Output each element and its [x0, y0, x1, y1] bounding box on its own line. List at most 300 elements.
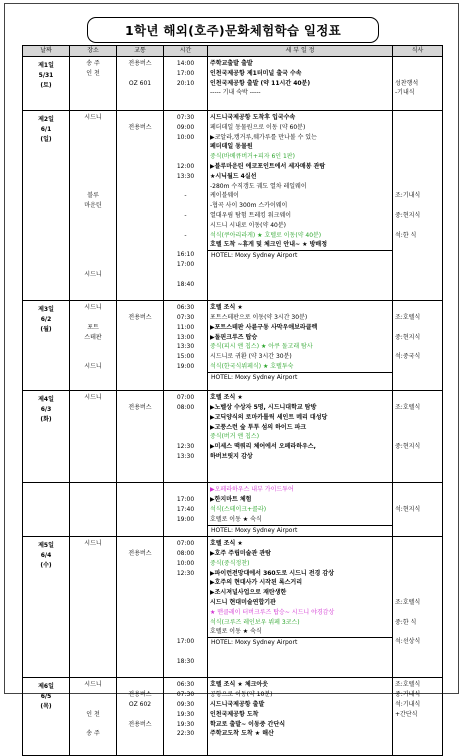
meal-line — [395, 113, 440, 123]
detail-line: ▶미세스 맥쿼리 체어에서 오페라하우스, — [210, 443, 316, 451]
place-line: 인 천 — [86, 69, 100, 77]
day-date-cell — [23, 537, 70, 678]
meal-line: 조:호텔식 — [395, 681, 421, 689]
time-line — [166, 647, 205, 657]
time-line — [166, 270, 205, 280]
detail-line: 시드니국제공항 출발 — [210, 701, 265, 709]
meal-line: 조:호텔식 — [395, 599, 421, 607]
day-date-line: (화) — [40, 415, 52, 423]
day-detail-cell — [208, 301, 393, 391]
day-detail-cell — [208, 391, 393, 483]
time-line — [166, 240, 205, 250]
place-line — [72, 432, 114, 442]
place-line — [72, 240, 114, 250]
detail-line: 석식(한국식뷔페식) ★ 호텔투숙 — [210, 362, 294, 370]
meal-line: 중:현지식 — [395, 333, 421, 341]
place-line: 인 천 — [86, 710, 100, 718]
detail-line: 호텔 조식 ★ — [210, 304, 243, 312]
time-line — [166, 578, 205, 588]
time-line: 22:30 — [176, 730, 195, 738]
time-line: 18:30 — [176, 657, 195, 665]
place-line: 블루 — [87, 192, 99, 200]
detail-line: 학교로 출발~ 이동중 간단식 — [210, 720, 286, 728]
transport-line — [119, 680, 161, 690]
meal-line — [395, 588, 440, 598]
time-line — [166, 588, 205, 598]
transport-line: OZ 601 — [128, 79, 152, 87]
day-time-cell — [164, 537, 208, 678]
place-line: 마운틴 — [84, 202, 102, 210]
time-line: 09:30 — [176, 701, 195, 709]
day-date-line: 6/1 — [40, 125, 52, 133]
transport-line: 전용버스 — [128, 313, 152, 321]
time-line: 10:00 — [176, 559, 195, 567]
place-line — [72, 472, 114, 482]
detail-line: ▶한지마트 체험 — [210, 496, 252, 504]
time-line — [166, 432, 205, 442]
day-place-cell — [70, 537, 117, 678]
day-detail-cell — [208, 537, 393, 678]
meal-line: +간단식 — [395, 710, 418, 718]
detail-line: ▶호주 주립미술관 관람 — [210, 550, 271, 558]
day-transport-cell — [117, 301, 164, 391]
day-date-cell — [23, 483, 70, 537]
meal-line — [395, 608, 440, 618]
header-transport: 교통 — [117, 46, 164, 57]
place-line: 포트 — [87, 323, 99, 331]
detail-line: ▶고풍스런 숲 투투 섬의 하이드 파크 — [210, 423, 307, 431]
meal-line: 석:선상식 — [395, 638, 421, 646]
place-line — [72, 690, 114, 700]
detail-line: 호텔로 이동 ★ 숙식 — [210, 515, 262, 523]
header-place: 장소 — [70, 46, 117, 57]
time-line: 07:00 — [176, 394, 195, 402]
place-line — [72, 152, 114, 162]
meal-line — [395, 569, 440, 579]
time-line: 13:30 — [176, 452, 195, 460]
detail-line: 중식(중식정찬) — [210, 559, 250, 567]
detail-line: 시드니국제공항 도착후 입국수속 — [210, 114, 296, 121]
meal-line — [395, 323, 440, 333]
day-date-line: 제1일 — [38, 62, 54, 69]
detail-line: 인천국제공항 제1터미널 출국 수속 — [210, 69, 302, 77]
detail-line: 석식(쿠아리라게) ★ 호텔로 이동(약 40분) — [210, 231, 322, 239]
detail-line: 시드니 현대미술연합기관 — [210, 599, 276, 607]
meal-line — [395, 142, 440, 152]
time-line: 20:10 — [176, 79, 195, 87]
meal-line — [395, 485, 440, 495]
place-line — [72, 98, 114, 108]
time-line: 17:40 — [176, 505, 195, 513]
day-date-line: (목) — [40, 703, 52, 711]
detail-line: 페더데일 동물원으로 이동 (약 60분) — [210, 123, 306, 131]
detail-line: 시드니 시내로 이동(약 40분) — [210, 221, 286, 229]
transport-line — [119, 303, 161, 313]
transport-line — [119, 69, 161, 79]
meal-line — [395, 539, 440, 549]
time-line — [166, 667, 205, 677]
day-meal-cell — [393, 537, 443, 678]
place-line — [72, 260, 114, 270]
detail-line: 인천국제공항 출발 (약 11시간 40분) — [210, 79, 311, 87]
meal-line — [395, 98, 440, 108]
day-date-cell — [23, 391, 70, 483]
meal-line — [395, 123, 440, 133]
transport-line: 전용버스 — [128, 403, 152, 411]
time-line: 07:30 — [176, 691, 195, 699]
place-line — [72, 211, 114, 221]
place-line — [72, 700, 114, 710]
day-date-line: 제3일 — [38, 306, 54, 314]
time-line: 08:00 — [176, 550, 195, 558]
place-line: 송 주 — [86, 730, 100, 738]
time-line — [166, 618, 205, 628]
transport-line — [119, 88, 161, 98]
meal-line: 석:현지식 — [395, 505, 421, 513]
day-date-line: (수) — [40, 561, 52, 569]
detail-line: 주학교도착 도착 ★ 해산 — [210, 730, 274, 738]
time-line: 08:00 — [176, 403, 195, 411]
place-line — [72, 280, 114, 290]
meal-line — [395, 172, 440, 182]
place-line: 스테판 — [84, 333, 102, 341]
detail-line: ▶오페라하우스 내부 가이드투어 — [210, 486, 294, 494]
transport-line — [119, 113, 161, 123]
day-transport-cell — [117, 483, 164, 537]
time-line: 12:30 — [176, 569, 195, 577]
place-line — [72, 289, 114, 299]
day-date-line: (토) — [40, 81, 52, 89]
day-date-line: 제5일 — [38, 542, 54, 550]
place-line — [72, 182, 114, 192]
detail-line: ★ 맨클레이 터버크루즈 탑승~ 시드니 야경감상 — [210, 608, 335, 616]
detail-line: 공항으로 이동(약 10분) — [210, 691, 273, 699]
time-line: 12:00 — [176, 162, 195, 170]
meal-line: -기내식 — [395, 89, 415, 97]
detail-line: 주학교출발 출발 — [210, 60, 253, 67]
transport-line — [119, 539, 161, 549]
place-line — [72, 452, 114, 462]
place-line — [72, 231, 114, 241]
time-line — [166, 142, 205, 152]
time-line: 06:30 — [176, 681, 195, 689]
time-line — [166, 423, 205, 433]
place-line — [72, 88, 114, 98]
meal-line — [395, 549, 440, 559]
detail-line: 석식(크루즈 레인보우 뷔페 3코스) — [210, 618, 300, 626]
place-line — [72, 720, 114, 730]
detail-line: 중식(버거 앤 칩스) — [210, 433, 260, 441]
time-line: 18:40 — [176, 280, 195, 288]
place-line — [72, 372, 114, 382]
detail-line: 중식(피시 앤 칩스) ★ 아쿠 돌고래 탐사 — [210, 343, 313, 351]
time-line: 07:30 — [176, 114, 195, 121]
meal-line — [395, 152, 440, 162]
day-time-cell — [164, 57, 208, 111]
day-detail-cell — [208, 57, 393, 111]
time-line — [166, 608, 205, 618]
schedule-day-row — [23, 483, 443, 537]
day-date-line: 제4일 — [38, 396, 54, 404]
day-meal-cell — [393, 391, 443, 483]
day-meal-cell — [393, 111, 443, 301]
time-line: 06:30 — [176, 304, 195, 312]
header-date: 날짜 — [23, 46, 70, 57]
day-detail-cell — [208, 483, 393, 537]
place-line: 시드니 — [84, 270, 102, 278]
time-line: 17:00 — [176, 496, 195, 504]
meal-line — [395, 303, 440, 313]
detail-line: ▶코알라,캥거루,웨가루를 만나볼 수 있는 — [210, 133, 317, 141]
place-line — [72, 79, 114, 89]
time-line — [166, 462, 205, 472]
detail-line: 케이블웨이 — [210, 192, 239, 200]
transport-line: 전용버스 — [128, 60, 152, 67]
detail-line: 중식(바베큐버거+피자 6인 1판) — [210, 153, 295, 161]
day-time-cell — [164, 111, 208, 301]
place-line — [72, 462, 114, 472]
page-title: 1학년 해외(호주)문화체험학습 일정표 — [87, 17, 379, 43]
hotel-line: HOTEL: Moxy Sydney Airport — [208, 525, 392, 536]
time-line — [166, 98, 205, 108]
day-time-cell — [164, 678, 208, 756]
day-date-line: 6/3 — [40, 405, 52, 413]
schedule-day-row — [23, 537, 443, 678]
time-line — [166, 413, 205, 423]
time-line: 10:00 — [176, 133, 195, 141]
detail-line: ▶고딕양식의 로마카톨릭 세인트 메리 대성당 — [210, 413, 328, 421]
transport-line: OZ 602 — [128, 701, 152, 709]
day-transport-cell — [117, 57, 164, 111]
detail-line: 열대우림 탐험 트레킹 워크웨이 — [210, 211, 292, 219]
detail-line: 호텔 조식 ★ 체크아웃 — [210, 681, 269, 689]
time-line — [166, 88, 205, 98]
day-date-line: 제2일 — [38, 116, 54, 123]
time-line — [166, 201, 205, 211]
transport-line — [119, 98, 161, 108]
place-line — [72, 172, 114, 182]
meal-line — [395, 627, 440, 637]
hotel-line: HOTEL: Moxy Sydney Airport — [208, 250, 392, 261]
time-line: 19:30 — [176, 720, 195, 728]
detail-line: 인천국제공항 도착 — [210, 710, 259, 718]
meal-line: 조:호텔식 — [395, 403, 421, 411]
transport-line — [119, 393, 161, 403]
day-date-line: 6/2 — [40, 315, 52, 323]
time-line — [166, 152, 205, 162]
day-date-line: 5/31 — [38, 71, 54, 79]
detail-line: 페더데일 동물원 — [210, 143, 253, 151]
meal-line — [395, 578, 440, 588]
day-place-cell — [70, 678, 117, 756]
day-date-cell — [23, 678, 70, 756]
meal-line — [395, 201, 440, 211]
time-line — [166, 182, 205, 192]
place-line — [72, 250, 114, 260]
meal-line — [395, 423, 440, 433]
meal-line — [395, 342, 440, 352]
place-line — [72, 313, 114, 323]
day-date-line: 6/4 — [40, 552, 52, 560]
detail-line: 호텔 도착 ~휴게 및 체크인 안내~ ★ 방배정 — [210, 241, 327, 249]
meal-line — [395, 559, 440, 569]
time-line: 17:00 — [176, 638, 195, 646]
time-line: 19:30 — [176, 710, 195, 718]
time-line: 19:00 — [176, 515, 195, 523]
meal-line — [395, 162, 440, 172]
day-meal-cell — [393, 57, 443, 111]
place-line — [72, 342, 114, 352]
day-date-cell — [23, 301, 70, 391]
meal-line — [395, 182, 440, 192]
place-line — [72, 423, 114, 433]
detail-line: ▶호주의 현대사가 시작된 록스거리 — [210, 579, 303, 587]
header-time: 시간 — [164, 46, 208, 57]
meal-line — [395, 495, 440, 505]
place-line — [72, 133, 114, 143]
meal-line: 성찬행석 — [395, 79, 419, 87]
time-line — [166, 472, 205, 482]
meal-line — [395, 59, 440, 69]
meal-line: 석:중국식 — [395, 353, 421, 361]
detail-line: 포트스테판으로 이동(약 3시간 30분) — [210, 313, 308, 321]
day-date-line: (일) — [40, 135, 52, 143]
day-transport-cell — [117, 391, 164, 483]
transport-line: 전용버스 — [128, 123, 152, 131]
place-line: 시드니 — [84, 681, 102, 689]
meal-line: 석:기내식 — [395, 701, 421, 709]
place-line: 시드니 — [84, 394, 102, 402]
time-line: - — [184, 211, 187, 219]
header-meal: 식사 — [393, 46, 443, 57]
detail-line: ▶조시져널사업으로 재탄생한 — [210, 589, 287, 597]
time-line: 19:00 — [176, 362, 195, 370]
transport-line: 전용버스 — [128, 550, 152, 558]
meal-line — [395, 133, 440, 143]
time-line: 17:00 — [176, 69, 195, 77]
day-transport-cell — [117, 537, 164, 678]
meal-line: 중:현지식 — [395, 211, 421, 219]
time-line: 09:00 — [176, 123, 195, 131]
place-line — [72, 352, 114, 362]
transport-line — [119, 729, 161, 739]
day-date-line: 제6일 — [38, 683, 54, 691]
time-line: 12:30 — [176, 443, 195, 451]
time-line: 15:00 — [176, 353, 195, 361]
time-line: - — [184, 192, 187, 200]
meal-line — [395, 393, 440, 403]
time-line: 13:30 — [176, 172, 195, 180]
meal-line — [395, 432, 440, 442]
time-line — [166, 627, 205, 637]
schedule-day-row — [23, 301, 443, 391]
detail-line: 하버브릿지 감상 — [210, 452, 253, 460]
day-meal-cell — [393, 678, 443, 756]
place-line — [72, 162, 114, 172]
detail-line: -협곡 사이 300m 스카이웨이 — [210, 202, 288, 210]
day-place-cell — [70, 483, 117, 537]
day-detail-cell — [208, 111, 393, 301]
place-line — [72, 142, 114, 152]
detail-line: 호텔로 이동 ★ 숙식 — [210, 628, 262, 636]
day-transport-cell — [117, 111, 164, 301]
meal-line — [395, 221, 440, 231]
time-line: 11:00 — [176, 323, 195, 331]
transport-line: 전용버스 — [128, 720, 152, 728]
detail-line: 호텔 조식 ★ — [210, 540, 243, 548]
day-place-cell — [70, 111, 117, 301]
hotel-line: HOTEL: Moxy Sydney Airport — [208, 372, 392, 383]
place-line: 시드니 — [84, 540, 102, 548]
header-detail: 세 부 일 정 — [208, 46, 393, 57]
place-line: 송 주 — [86, 60, 100, 67]
time-line: 16:10 — [176, 251, 195, 259]
detail-line: ▶파이런전망대에서 360도로 시드니 전경 감상 — [210, 569, 335, 577]
time-line — [166, 485, 205, 495]
time-line: 07:00 — [176, 540, 195, 548]
time-line: 07:30 — [176, 313, 195, 321]
schedule-day-row — [23, 111, 443, 301]
detail-line: ★시닉월드 4실선 — [210, 172, 257, 180]
transport-line: 전용버스 — [128, 691, 152, 699]
detail-line: 호텔 조식 ★ — [210, 394, 243, 402]
place-line — [72, 403, 114, 413]
place-line — [72, 221, 114, 231]
schedule-day-row — [23, 57, 443, 111]
detail-line: ----- 기내 숙박 ----- — [210, 89, 261, 97]
place-line: 시드니 — [84, 304, 102, 312]
day-time-cell — [164, 483, 208, 537]
day-time-cell — [164, 391, 208, 483]
time-line: 13:00 — [176, 333, 195, 341]
meal-line: 조:기내식 — [395, 192, 421, 200]
time-line — [166, 372, 205, 382]
meal-line: 중:한 식 — [395, 618, 417, 626]
day-place-cell — [70, 391, 117, 483]
day-date-line: (월) — [40, 325, 52, 333]
time-line: 17:00 — [176, 260, 195, 268]
schedule-day-row — [23, 678, 443, 756]
time-line: 14:00 — [176, 60, 195, 67]
day-place-cell — [70, 301, 117, 391]
time-line: - — [184, 231, 187, 239]
day-date-line: 6/5 — [40, 693, 52, 701]
day-meal-cell — [393, 301, 443, 391]
place-line: 시드니 — [84, 362, 102, 370]
detail-line: ▶블루마운틴 에코포인트에서 세자매봉 관람 — [210, 162, 326, 170]
time-line — [166, 289, 205, 299]
header-row — [23, 46, 443, 57]
meal-line: 중:기내식 — [395, 691, 421, 699]
hotel-line: HOTEL: Moxy Sydney Airport — [208, 637, 392, 648]
day-place-cell — [70, 57, 117, 111]
time-line — [166, 221, 205, 231]
meal-line — [395, 413, 440, 423]
day-meal-cell — [393, 483, 443, 537]
place-line — [72, 442, 114, 452]
detail-line: ▶돌핀크루즈 탑승 — [210, 333, 258, 341]
detail-line: ▶포트스테판 사륜구동 사막우애보라클렉 — [210, 323, 318, 331]
time-line: 13:30 — [176, 343, 195, 351]
meal-line: 조:호텔식 — [395, 313, 421, 321]
schedule-table — [22, 45, 443, 756]
detail-line: 시드니로 귀환 (약 3시간 30분) — [210, 353, 292, 361]
detail-line: -280m 수직갱도 궤도 열차 레일웨이 — [210, 182, 307, 190]
day-detail-cell — [208, 678, 393, 756]
meal-line: 중:현지식 — [395, 443, 421, 451]
day-transport-cell — [117, 678, 164, 756]
place-line — [72, 123, 114, 133]
